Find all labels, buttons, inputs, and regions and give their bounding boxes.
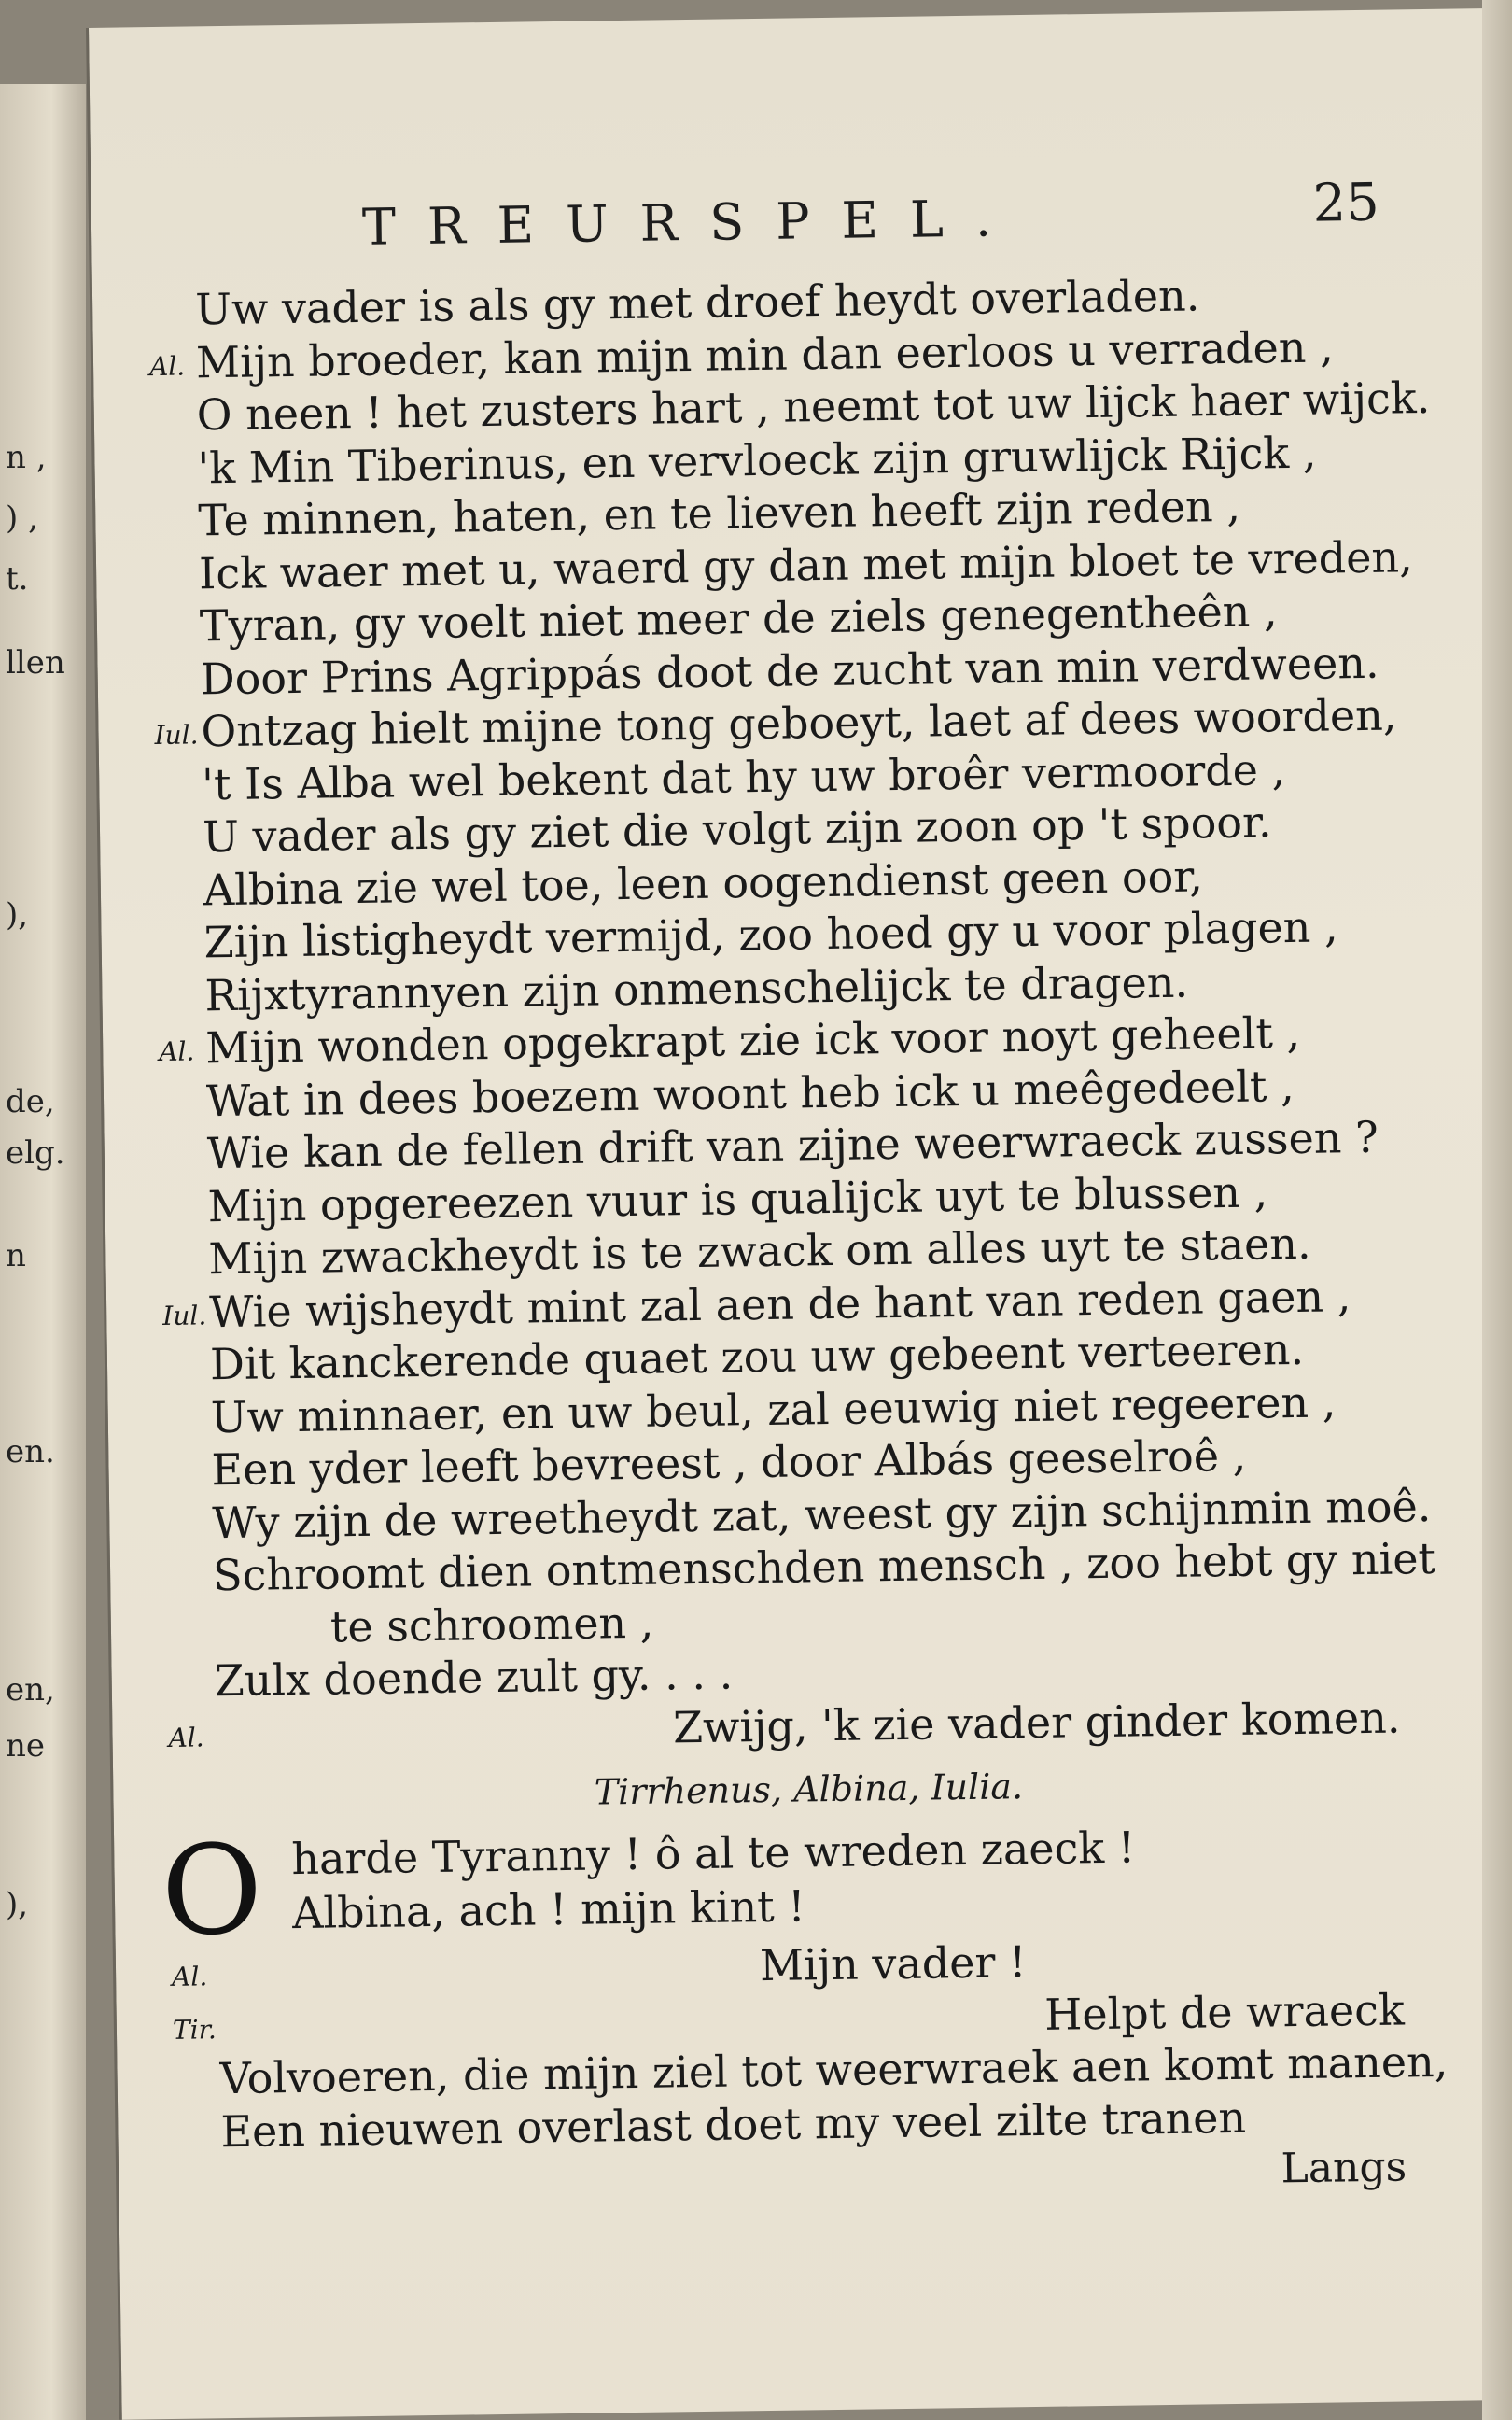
left-page-fragment: de, (6, 1083, 55, 1120)
verse-text-line: Uw vader is als gy met droef heydt overladen. (194, 270, 1200, 335)
speaker-label: Tir. (172, 2013, 217, 2046)
verse-lines-part1 (148, 267, 1436, 1602)
verse-text-line: Wie wijsheydt mint zal aen de hant van reden gaen , (208, 1270, 1351, 1337)
left-page-fragment: llen (6, 644, 65, 682)
scene-heading: Tirrhenus, Albina, Iulia. (594, 1766, 1024, 1813)
verse-text-line: harde Tyranny ! ô al te wreden zaeck ! (291, 1822, 1136, 1885)
left-page-fragment: t. (6, 560, 29, 598)
verse-continuation: te schroomen , (329, 1597, 654, 1653)
verse-text-line: Albina zie wel toe, leen oogendienst geen oor, (203, 850, 1204, 915)
verse-text-line: Zijn listigheydt vermijd, zoo hoed gy u voor plagen , (203, 901, 1338, 968)
verse-text-line: Door Prins Agrippás doot de zucht van min verdween. (200, 637, 1379, 704)
verse-text-line: Volvoeren, die mijn ziel tot weerwraek aen komt manen, (219, 2035, 1449, 2104)
verse-text-line: Tyran, gy voelt niet meer de ziels genegentheên , (199, 585, 1278, 652)
verse-text-line: 'k Min Tiberinus, en vervloeck zijn gruwlijck Rijck , (197, 427, 1317, 493)
verse-text-line: Uw minnaer, en uw beul, zal eeuwig niet regeeren , (210, 1375, 1337, 1442)
verse-text-line: Mijn wonden opgekrapt zie ick voor noyt geheelt , (204, 1006, 1301, 1074)
page-edge-right (1482, 0, 1512, 2420)
verse-text-line: Te minnen, haten, en te lieven heeft zijn reden , (197, 480, 1241, 546)
speaker-label: Al. (168, 1721, 204, 1753)
verse-text-line: Mijn broeder, kan mijn min dan eerloos u verraden , (195, 320, 1335, 387)
speaker-label: Al. (171, 1961, 208, 1992)
verse-text-line: Zulx doende zult gy. . . . (214, 1648, 734, 1707)
left-page-fragment: ne (6, 1727, 46, 1765)
verse-text-line: O neen ! het zusters hart , neemt tot uw lijck haer wijck. (196, 372, 1431, 441)
verse-text-line: Dit kanckerende quaet zou uw gebeent verteeren. (209, 1323, 1305, 1390)
left-page-fragment: ), (6, 896, 29, 934)
book-page (86, 8, 1512, 2420)
drop-cap: O (160, 1818, 264, 1964)
verse-text-line: Zwijg, 'k zie vader ginder komen. (672, 1692, 1401, 1752)
verse-text-line: Mijn vader ! (759, 1936, 1027, 1991)
left-page-fragment: ), (6, 1886, 29, 1923)
speaker-label: Al. (148, 350, 186, 382)
verse-text-line: Schroomt dien ontmenschden mensch , zoo hebt gy niet (212, 1532, 1436, 1601)
left-page-edge (0, 84, 86, 2420)
page-number: 25 (1312, 172, 1380, 234)
speaker-label: Al. (159, 1035, 195, 1068)
verse-text-line: Helpt de wraeck (1043, 1983, 1406, 2040)
verse-text-line: U vader als gy ziet die volgt zijn zoon op 't spoor. (202, 796, 1272, 863)
verse-text-line: Ontzag hielt mijne tong geboeyt, laet af dees woorden, (201, 689, 1397, 757)
speaker-label: Iul. (162, 1299, 207, 1331)
page-header (277, 169, 1380, 259)
verse-text-line: Ick waer met u, waerd gy dan met mijn bloet te vreden, (198, 530, 1413, 598)
verse-text-line: Wy zijn de wreetheydt zat, weest gy zijn schijnmin moê. (211, 1480, 1432, 1548)
running-title: TREURSPEL. (361, 189, 1024, 257)
verse-lines-part2 (219, 2035, 1449, 2158)
left-page-fragment: n (6, 1237, 26, 1274)
left-page-fragment: n , (6, 439, 47, 476)
verse-text-line: Wat in dees boezem woont heb ick u meêgedeelt , (205, 1060, 1295, 1126)
left-page-fragment: ) , (6, 499, 38, 537)
verse-text-line: Mijn opgereezen vuur is qualijck uyt te blussen , (207, 1165, 1268, 1231)
verse-text-line: Wie kan de fellen drift van zijne weerwraeck zussen ? (206, 1111, 1379, 1179)
verse-text-line: 't Is Alba wel bekent dat hy uw broêr vermoorde , (201, 743, 1286, 809)
verse-text-line: Een yder leeft bevreest , door Albás geeselroê , (211, 1429, 1247, 1496)
verse-text (148, 267, 1449, 2211)
verse-text-line: Albina, ach ! mijn kint ! (291, 1880, 806, 1939)
left-page-fragment: elg. (6, 1134, 65, 1172)
speaker-label: Iul. (154, 719, 199, 752)
verse-text-line: Mijn zwackheydt is te zwack om alles uyt te staen. (208, 1217, 1311, 1285)
catchword: Langs (1281, 2143, 1407, 2193)
left-page-fragment: en, (6, 1671, 55, 1709)
verse-text-line: Een nieuwen overlast doet my veel zilte tranen (220, 2091, 1247, 2157)
verse-text-line: Rijxtyrannyen zijn onmenschelijck te dragen. (204, 956, 1189, 1020)
left-page-fragment: en. (6, 1433, 55, 1470)
